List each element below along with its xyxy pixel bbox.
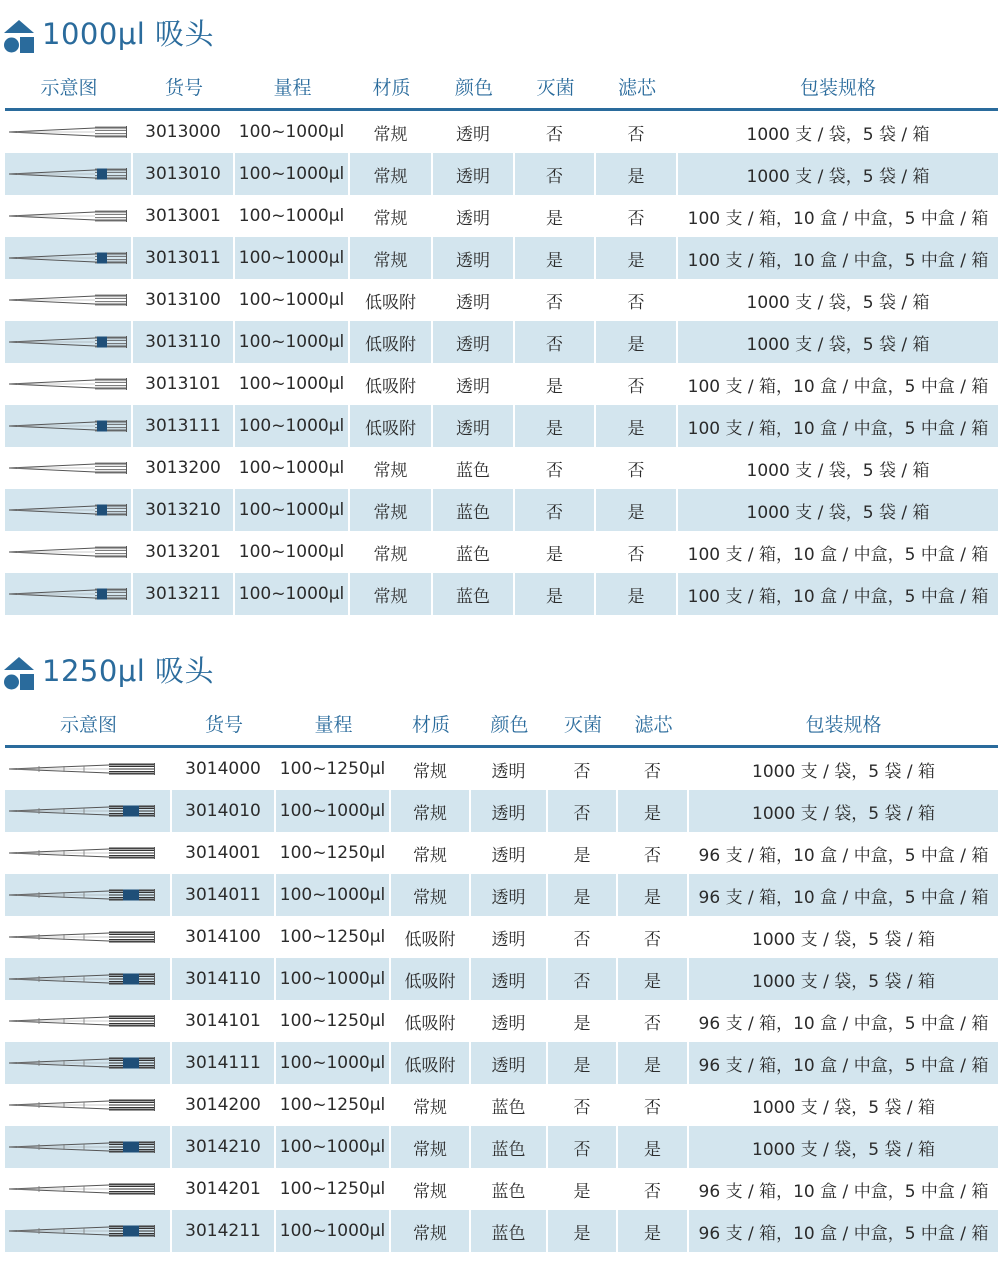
package-cell (678, 405, 998, 447)
table-row (5, 1042, 998, 1084)
package-cell (689, 1210, 998, 1252)
pipette-tip-icon (9, 124, 127, 140)
column-header: 颜色 (433, 64, 515, 111)
sterile-cell: 否 (515, 447, 596, 489)
material-cell: 常规 (350, 531, 433, 573)
filter-cell: 是 (596, 237, 678, 279)
package-text: 100 支 / 箱，10 盒 / 中盒，5 中盒 / 箱 (687, 376, 989, 397)
sterile-cell: 是 (548, 1210, 618, 1252)
package-text: 1000 支 / 袋，5 袋 / 箱 (752, 1097, 935, 1118)
material-cell: 低吸附 (350, 321, 433, 363)
package-cell (678, 573, 998, 615)
item-code-cell: 3013010 (133, 153, 235, 195)
item-code-cell: 3013201 (133, 531, 235, 573)
range-cell: 100~1250μl (276, 832, 391, 874)
range-cell: 100~1000μl (276, 790, 391, 832)
sterile-cell: 否 (548, 958, 618, 1000)
table-row (5, 748, 998, 790)
sterile-cell: 是 (515, 531, 596, 573)
column-header: 货号 (133, 64, 235, 111)
filter-cell: 否 (618, 916, 689, 958)
filter-cell: 否 (618, 832, 689, 874)
tip-diagram-cell (5, 237, 133, 279)
tip-diagram-cell (5, 832, 172, 874)
range-cell: 100~1000μl (276, 1042, 391, 1084)
section-1000ul (0, 0, 1000, 607)
color-cell: 蓝色 (471, 1210, 548, 1252)
package-cell (689, 958, 998, 1000)
column-header: 颜色 (471, 701, 548, 748)
package-text: 1000 支 / 袋，5 袋 / 箱 (746, 124, 930, 145)
material-cell: 常规 (350, 489, 433, 531)
pipette-tip-icon (9, 1097, 155, 1113)
color-cell: 透明 (433, 279, 515, 321)
filter-tip-icon (9, 250, 127, 266)
filter-cell: 是 (618, 1042, 689, 1084)
sterile-cell: 是 (548, 832, 618, 874)
package-text: 100 支 / 箱，10 盒 / 中盒，5 中盒 / 箱 (687, 208, 989, 229)
tip-diagram-cell (5, 531, 133, 573)
color-cell: 蓝色 (433, 489, 515, 531)
color-cell: 蓝色 (433, 531, 515, 573)
pipette-tip-icon (9, 761, 155, 777)
table-row (5, 321, 998, 363)
color-cell: 透明 (471, 874, 548, 916)
color-cell: 透明 (471, 916, 548, 958)
range-cell: 100~1000μl (235, 531, 350, 573)
package-cell (689, 1084, 998, 1126)
filter-cell: 否 (618, 1084, 689, 1126)
color-cell: 透明 (433, 195, 515, 237)
filter-cell: 是 (596, 489, 678, 531)
package-cell (678, 195, 998, 237)
column-header: 量程 (235, 64, 350, 111)
table-row (5, 1168, 998, 1210)
tip-diagram-cell (5, 874, 172, 916)
filter-cell: 否 (618, 1168, 689, 1210)
sterile-cell: 否 (548, 790, 618, 832)
package-text: 96 支 / 箱，10 盒 / 中盒，5 中盒 / 箱 (698, 845, 989, 866)
package-cell (678, 111, 998, 153)
material-cell: 常规 (350, 111, 433, 153)
material-cell: 常规 (391, 832, 471, 874)
column-header: 示意图 (5, 701, 172, 748)
table-body (5, 748, 998, 1252)
tip-diagram-cell (5, 111, 133, 153)
spec-table (5, 64, 998, 615)
item-code-cell: 3013111 (133, 405, 235, 447)
package-cell (689, 748, 998, 790)
home-icon (4, 20, 34, 53)
item-code-cell: 3013000 (133, 111, 235, 153)
item-code-cell: 3014110 (172, 958, 276, 1000)
color-cell: 透明 (433, 321, 515, 363)
table-row (5, 1126, 998, 1168)
material-cell: 常规 (391, 748, 471, 790)
package-cell (678, 447, 998, 489)
tip-diagram-cell (5, 1042, 172, 1084)
tip-diagram-cell (5, 1210, 172, 1252)
sterile-cell: 是 (548, 1042, 618, 1084)
material-cell: 低吸附 (391, 1042, 471, 1084)
home-icon (4, 657, 34, 690)
item-code-cell: 3013110 (133, 321, 235, 363)
section-title: 1000μl 吸头 (42, 17, 215, 51)
table-row (5, 874, 998, 916)
filter-tip-icon (9, 1223, 155, 1239)
package-cell (678, 489, 998, 531)
range-cell: 100~1250μl (276, 916, 391, 958)
package-text: 1000 支 / 袋，5 袋 / 箱 (752, 929, 935, 950)
package-cell (689, 916, 998, 958)
table-row (5, 1000, 998, 1042)
color-cell: 蓝色 (471, 1084, 548, 1126)
material-cell: 常规 (350, 195, 433, 237)
color-cell: 透明 (471, 832, 548, 874)
filter-tip-icon (9, 166, 127, 182)
filter-cell: 否 (618, 1000, 689, 1042)
pipette-tip-icon (9, 845, 155, 861)
range-cell: 100~1250μl (276, 1000, 391, 1042)
item-code-cell: 3013210 (133, 489, 235, 531)
table-row (5, 405, 998, 447)
package-text: 96 支 / 箱，10 盒 / 中盒，5 中盒 / 箱 (698, 1181, 989, 1202)
package-text: 100 支 / 箱，10 盒 / 中盒，5 中盒 / 箱 (687, 544, 989, 565)
package-text: 96 支 / 箱，10 盒 / 中盒，5 中盒 / 箱 (698, 1013, 989, 1034)
sterile-cell: 否 (515, 111, 596, 153)
material-cell: 常规 (350, 573, 433, 615)
item-code-cell: 3013211 (133, 573, 235, 615)
table-row (5, 153, 998, 195)
tip-diagram-cell (5, 1000, 172, 1042)
range-cell: 100~1000μl (235, 279, 350, 321)
sterile-cell: 是 (548, 1000, 618, 1042)
material-cell: 常规 (391, 1168, 471, 1210)
package-cell (678, 279, 998, 321)
range-cell: 100~1000μl (276, 958, 391, 1000)
table-row (5, 447, 998, 489)
sterile-cell: 是 (515, 405, 596, 447)
item-code-cell: 3014201 (172, 1168, 276, 1210)
material-cell: 常规 (391, 1084, 471, 1126)
spec-table (5, 701, 998, 1252)
item-code-cell: 3013101 (133, 363, 235, 405)
material-cell: 常规 (391, 874, 471, 916)
material-cell: 低吸附 (391, 916, 471, 958)
sterile-cell: 是 (548, 874, 618, 916)
package-text: 1000 支 / 袋，5 袋 / 箱 (746, 292, 930, 313)
table-row (5, 916, 998, 958)
package-text: 1000 支 / 袋，5 袋 / 箱 (746, 502, 930, 523)
range-cell: 100~1000μl (235, 363, 350, 405)
column-header: 灭菌 (548, 701, 618, 748)
item-code-cell: 3013011 (133, 237, 235, 279)
package-cell (689, 832, 998, 874)
color-cell: 蓝色 (433, 447, 515, 489)
table-row (5, 958, 998, 1000)
table-row (5, 1210, 998, 1252)
filter-tip-icon (9, 334, 127, 350)
package-text: 1000 支 / 袋，5 袋 / 箱 (746, 460, 930, 481)
item-code-cell: 3014100 (172, 916, 276, 958)
pipette-tip-icon (9, 1181, 155, 1197)
package-text: 1000 支 / 袋，5 袋 / 箱 (752, 803, 935, 824)
table-row (5, 237, 998, 279)
range-cell: 100~1000μl (276, 1126, 391, 1168)
pipette-tip-icon (9, 460, 127, 476)
item-code-cell: 3014200 (172, 1084, 276, 1126)
section-header (0, 0, 1000, 64)
table-row (5, 111, 998, 153)
package-text: 1000 支 / 袋，5 袋 / 箱 (752, 1139, 935, 1160)
range-cell: 100~1000μl (235, 111, 350, 153)
sterile-cell: 否 (515, 153, 596, 195)
column-header: 示意图 (5, 64, 133, 111)
tip-diagram-cell (5, 405, 133, 447)
sterile-cell: 是 (515, 363, 596, 405)
material-cell: 低吸附 (350, 279, 433, 321)
item-code-cell: 3014101 (172, 1000, 276, 1042)
package-text: 100 支 / 箱，10 盒 / 中盒，5 中盒 / 箱 (687, 586, 989, 607)
material-cell: 低吸附 (391, 958, 471, 1000)
item-code-cell: 3014011 (172, 874, 276, 916)
sterile-cell: 否 (515, 279, 596, 321)
tip-diagram-cell (5, 321, 133, 363)
color-cell: 透明 (433, 153, 515, 195)
color-cell: 透明 (433, 237, 515, 279)
table-row (5, 279, 998, 321)
sterile-cell: 否 (548, 1084, 618, 1126)
sterile-cell: 否 (515, 321, 596, 363)
package-cell (689, 1042, 998, 1084)
range-cell: 100~1250μl (276, 1168, 391, 1210)
package-text: 1000 支 / 袋，5 袋 / 箱 (752, 761, 935, 782)
column-header: 灭菌 (515, 64, 596, 111)
column-header: 滤芯 (596, 64, 678, 111)
filter-cell: 是 (618, 790, 689, 832)
range-cell: 100~1000μl (235, 237, 350, 279)
table-body (5, 111, 998, 615)
package-text: 1000 支 / 袋，5 袋 / 箱 (746, 166, 930, 187)
range-cell: 100~1000μl (276, 1210, 391, 1252)
range-cell: 100~1000μl (235, 153, 350, 195)
column-header: 货号 (172, 701, 276, 748)
color-cell: 蓝色 (433, 573, 515, 615)
filter-tip-icon (9, 971, 155, 987)
filter-cell: 否 (596, 363, 678, 405)
material-cell: 常规 (350, 237, 433, 279)
package-text: 100 支 / 箱，10 盒 / 中盒，5 中盒 / 箱 (687, 250, 989, 271)
filter-cell: 否 (596, 447, 678, 489)
range-cell: 100~1250μl (276, 1084, 391, 1126)
column-header: 包装规格 (678, 64, 998, 111)
package-cell (678, 237, 998, 279)
table-row (5, 832, 998, 874)
column-header: 材质 (391, 701, 471, 748)
sterile-cell: 是 (515, 237, 596, 279)
tip-diagram-cell (5, 748, 172, 790)
tip-diagram-cell (5, 153, 133, 195)
column-header: 滤芯 (618, 701, 689, 748)
color-cell: 蓝色 (471, 1168, 548, 1210)
table-row (5, 363, 998, 405)
material-cell: 常规 (391, 790, 471, 832)
filter-cell: 否 (618, 748, 689, 790)
filter-cell: 否 (596, 195, 678, 237)
color-cell: 透明 (471, 958, 548, 1000)
color-cell: 透明 (433, 405, 515, 447)
range-cell: 100~1000μl (235, 405, 350, 447)
sterile-cell: 是 (515, 573, 596, 615)
color-cell: 透明 (471, 748, 548, 790)
package-cell (689, 874, 998, 916)
table-row (5, 489, 998, 531)
pipette-tip-icon (9, 929, 155, 945)
material-cell: 常规 (391, 1126, 471, 1168)
item-code-cell: 3014010 (172, 790, 276, 832)
material-cell: 低吸附 (391, 1000, 471, 1042)
range-cell: 100~1000μl (235, 573, 350, 615)
filter-tip-icon (9, 1139, 155, 1155)
filter-tip-icon (9, 502, 127, 518)
tip-diagram-cell (5, 447, 133, 489)
item-code-cell: 3014210 (172, 1126, 276, 1168)
column-header: 材质 (350, 64, 433, 111)
package-cell (678, 363, 998, 405)
item-code-cell: 3014001 (172, 832, 276, 874)
range-cell: 100~1000μl (235, 489, 350, 531)
filter-tip-icon (9, 887, 155, 903)
sterile-cell: 是 (548, 1168, 618, 1210)
filter-cell: 是 (618, 874, 689, 916)
pipette-tip-icon (9, 544, 127, 560)
range-cell: 100~1000μl (235, 195, 350, 237)
sterile-cell: 是 (515, 195, 596, 237)
item-code-cell: 3014211 (172, 1210, 276, 1252)
package-cell (678, 153, 998, 195)
filter-cell: 否 (596, 111, 678, 153)
table-row (5, 790, 998, 832)
material-cell: 低吸附 (350, 363, 433, 405)
filter-cell: 是 (596, 573, 678, 615)
item-code-cell: 3013100 (133, 279, 235, 321)
package-cell (689, 1000, 998, 1042)
pipette-tip-icon (9, 208, 127, 224)
table-row (5, 195, 998, 237)
pipette-tip-icon (9, 376, 127, 392)
tip-diagram-cell (5, 790, 172, 832)
color-cell: 透明 (471, 1000, 548, 1042)
package-cell (689, 1126, 998, 1168)
sterile-cell: 否 (548, 748, 618, 790)
range-cell: 100~1000μl (235, 321, 350, 363)
filter-cell: 否 (596, 531, 678, 573)
tip-diagram-cell (5, 1168, 172, 1210)
color-cell: 透明 (471, 1042, 548, 1084)
tip-diagram-cell (5, 363, 133, 405)
sterile-cell: 否 (515, 489, 596, 531)
item-code-cell: 3014000 (172, 748, 276, 790)
filter-cell: 是 (596, 153, 678, 195)
package-text: 1000 支 / 袋，5 袋 / 箱 (746, 334, 930, 355)
filter-tip-icon (9, 418, 127, 434)
filter-tip-icon (9, 586, 127, 602)
filter-cell: 是 (596, 405, 678, 447)
color-cell: 透明 (433, 363, 515, 405)
tip-diagram-cell (5, 573, 133, 615)
material-cell: 低吸附 (350, 405, 433, 447)
section-1250ul (0, 637, 1000, 1244)
tip-diagram-cell (5, 916, 172, 958)
header-row (5, 701, 998, 748)
tip-diagram-cell (5, 279, 133, 321)
filter-cell: 否 (596, 279, 678, 321)
column-header: 量程 (276, 701, 391, 748)
item-code-cell: 3013200 (133, 447, 235, 489)
table-row (5, 573, 998, 615)
tip-diagram-cell (5, 195, 133, 237)
package-cell (678, 531, 998, 573)
section-title: 1250μl 吸头 (42, 654, 215, 688)
color-cell: 透明 (471, 790, 548, 832)
package-text: 96 支 / 箱，10 盒 / 中盒，5 中盒 / 箱 (698, 1223, 989, 1244)
column-header: 包装规格 (689, 701, 998, 748)
table-row (5, 1084, 998, 1126)
pipette-tip-icon (9, 1013, 155, 1029)
sterile-cell: 否 (548, 1126, 618, 1168)
header-row (5, 64, 998, 111)
material-cell: 常规 (350, 153, 433, 195)
material-cell: 常规 (350, 447, 433, 489)
filter-cell: 是 (618, 958, 689, 1000)
filter-cell: 是 (618, 1210, 689, 1252)
sterile-cell: 否 (548, 916, 618, 958)
tip-diagram-cell (5, 958, 172, 1000)
tip-diagram-cell (5, 1084, 172, 1126)
item-code-cell: 3013001 (133, 195, 235, 237)
package-text: 96 支 / 箱，10 盒 / 中盒，5 中盒 / 箱 (698, 1055, 989, 1076)
color-cell: 蓝色 (471, 1126, 548, 1168)
filter-tip-icon (9, 1055, 155, 1071)
material-cell: 常规 (391, 1210, 471, 1252)
pipette-tip-icon (9, 292, 127, 308)
filter-cell: 是 (596, 321, 678, 363)
item-code-cell: 3014111 (172, 1042, 276, 1084)
package-text: 96 支 / 箱，10 盒 / 中盒，5 中盒 / 箱 (698, 887, 989, 908)
range-cell: 100~1000μl (276, 874, 391, 916)
section-header (0, 637, 1000, 701)
tip-diagram-cell (5, 1126, 172, 1168)
tip-diagram-cell (5, 489, 133, 531)
range-cell: 100~1250μl (276, 748, 391, 790)
package-text: 1000 支 / 袋，5 袋 / 箱 (752, 971, 935, 992)
package-cell (678, 321, 998, 363)
filter-tip-icon (9, 803, 155, 819)
color-cell: 透明 (433, 111, 515, 153)
package-cell (689, 790, 998, 832)
package-text: 100 支 / 箱，10 盒 / 中盒，5 中盒 / 箱 (687, 418, 989, 439)
range-cell: 100~1000μl (235, 447, 350, 489)
table-row (5, 531, 998, 573)
package-cell (689, 1168, 998, 1210)
filter-cell: 是 (618, 1126, 689, 1168)
